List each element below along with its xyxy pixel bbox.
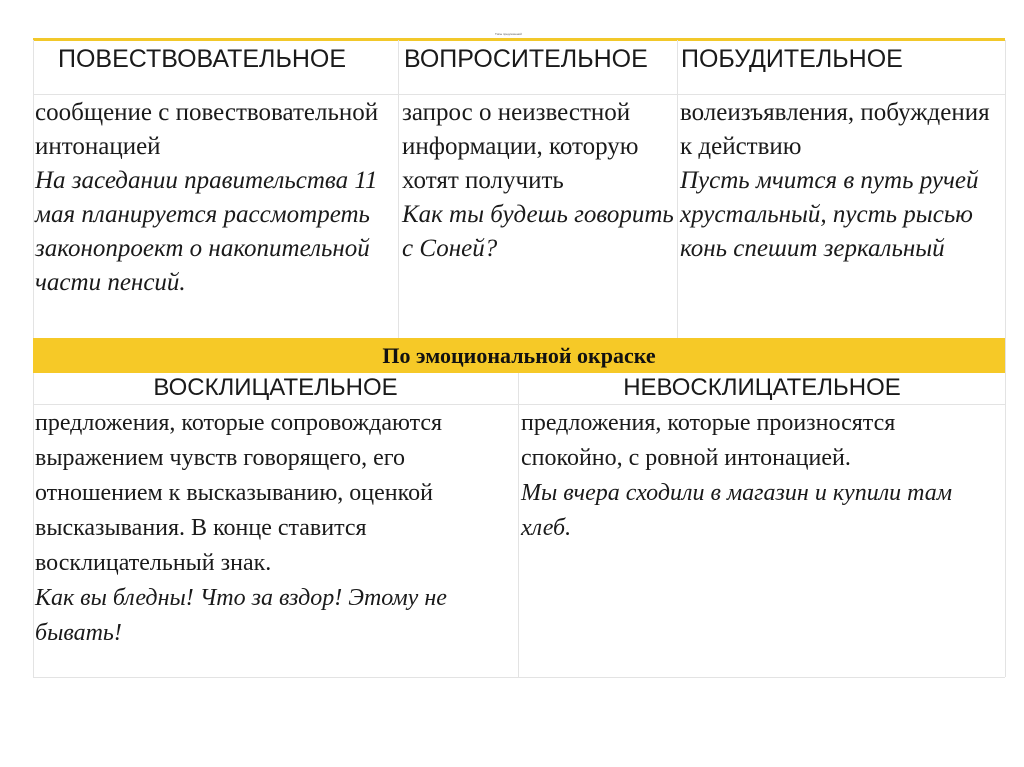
header-imperative: ПОБУДИТЕЛЬНОЕ: [681, 45, 903, 73]
definition-interrogative: запрос о неизвестной информации, которую хотят получить: [402, 99, 639, 194]
top-accent-line: [33, 38, 1005, 41]
header-exclamatory: ВОСКЛИЦАТЕЛЬНОЕ: [153, 374, 398, 401]
cell-non-exclamatory: [521, 406, 1001, 546]
header-non-exclamatory: НЕВОСКЛИЦАТЕЛЬНОЕ: [623, 374, 901, 401]
definition-narrative: сообщение с повествовательной интонацией: [35, 99, 379, 160]
emotion-section-band: По эмоциональной окраске: [33, 338, 1005, 373]
cell-imperative: [680, 96, 1002, 266]
cell-exclamatory: [35, 406, 517, 651]
example-narrative: На заседании правительства 11 мая планируется рассмотреть законопроект о накопительной части пенсий.: [35, 167, 378, 296]
header-narrative: ПОВЕСТВОВАТЕЛЬНОЕ: [58, 45, 347, 73]
grid-line-bottom: [33, 677, 1005, 678]
grid-line-subheader-row: [33, 404, 1005, 405]
example-interrogative: Как ты будешь говорить с Соней?: [402, 201, 674, 262]
grid-line-header-row: [33, 94, 1005, 95]
definition-exclamatory: предложения, которые сопровождаются выражением чувств говорящего, его отношением к высказыванию, оценкой высказывания. В конце ставится восклицательный знак.: [35, 410, 443, 576]
cell-narrative: [35, 96, 397, 300]
cell-interrogative: [402, 96, 676, 266]
definition-non-exclamatory: предложения, которые произносятся спокойно, с ровной интонацией.: [521, 410, 896, 471]
grid-line-lower-mid: [518, 373, 519, 677]
grid-line-right: [1005, 40, 1006, 677]
grid-line-col2: [677, 40, 678, 338]
example-exclamatory: Как вы бледны! Что за вздор! Этому не бывать!: [35, 585, 447, 646]
example-imperative: Пусть мчится в путь ручей хрустальный, пусть рысью конь спешит зеркальный: [680, 167, 979, 262]
grid-line-col1: [398, 40, 399, 338]
slide-title: Типы предложений: [495, 32, 522, 36]
header-interrogative: ВОПРОСИТЕЛЬНОЕ: [404, 45, 648, 73]
definition-imperative: волеизъявления, побуждения к действию: [680, 99, 990, 160]
example-non-exclamatory: Мы вчера сходили в магазин и купили там хлеб.: [521, 480, 953, 541]
